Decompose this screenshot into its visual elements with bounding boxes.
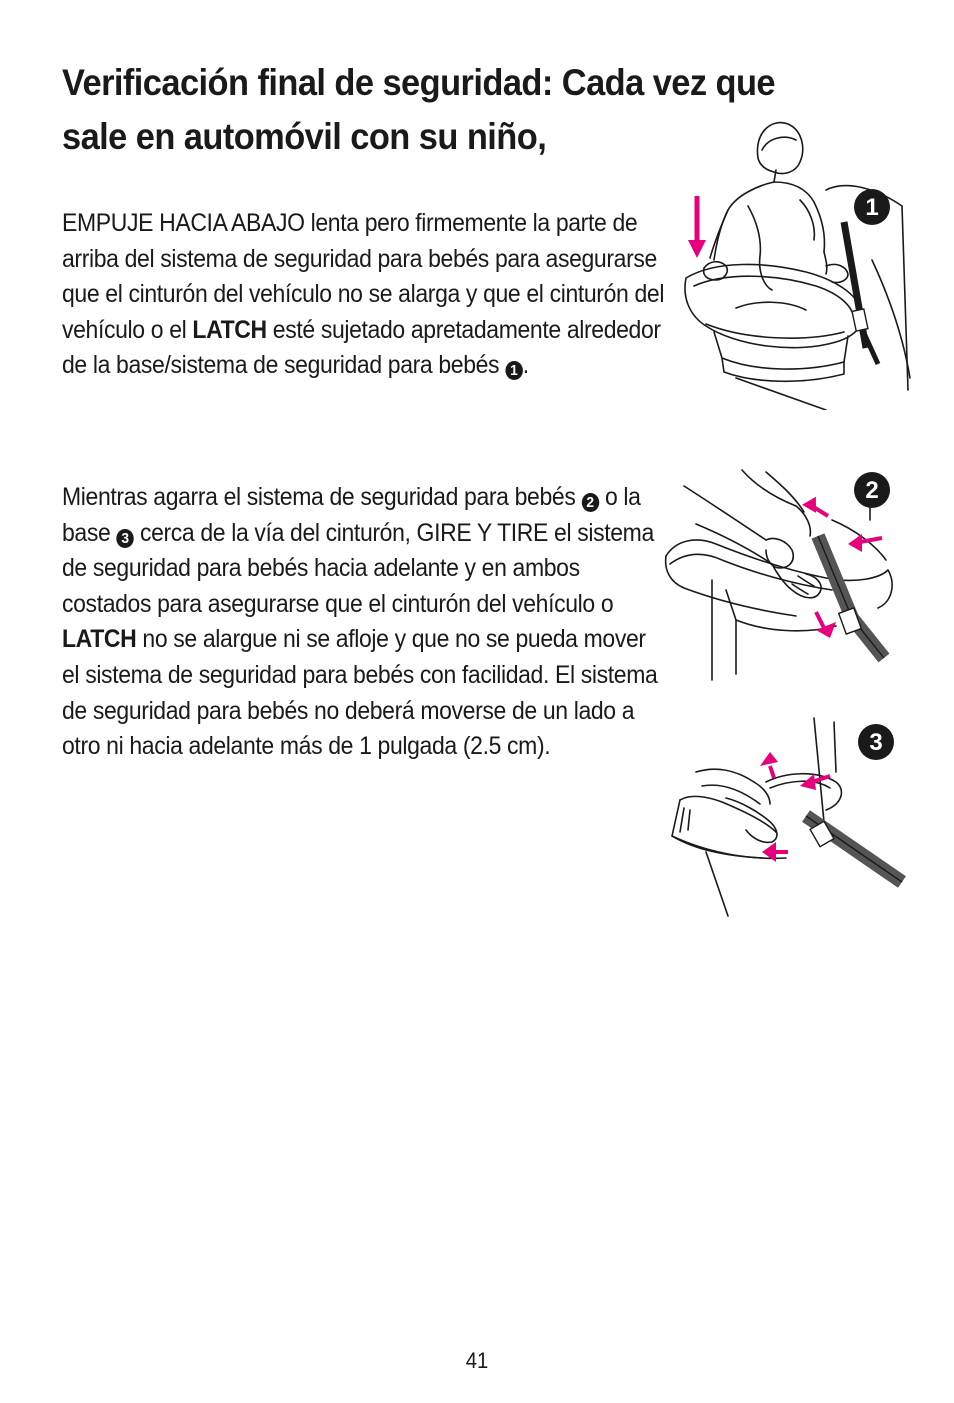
pull-down-arrow-icon xyxy=(816,612,836,638)
figure-ref-2: 2 xyxy=(581,493,598,512)
hands-twisting-infant-seat-illustration xyxy=(656,460,916,690)
text-segment: Mientras agarra el sistema de seguridad para bebés xyxy=(62,483,582,511)
text-segment: no se alargue ni se afloje y que no se pueda mover el sistema de seguridad para bebés con facilidad. El sistema de seguridad para bebés no deberá moverse de un lado a otro ni hacia adelante más de 1 pulgada (2.5 cm). xyxy=(62,625,658,761)
latch-term: LATCH xyxy=(192,315,267,344)
figure-number-1-badge xyxy=(854,189,890,225)
twist-up-arrow-icon xyxy=(802,497,828,517)
instruction-paragraph-2 xyxy=(62,480,665,765)
figure-number-3: 3 xyxy=(869,729,883,756)
figure-number-2-badge xyxy=(854,472,890,508)
lift-up-arrow-icon xyxy=(760,752,778,778)
figure-ref-3: 3 xyxy=(116,529,133,548)
text-segment: esté sujetado apretadamente alrededor de la base/sistema de seguridad para bebés xyxy=(62,315,661,380)
figure-number-2: 2 xyxy=(865,477,879,504)
figure-ref-1: 1 xyxy=(505,361,522,380)
text-segment: cerca de la vía del cinturón, GIRE Y TIRE el sistema de seguridad para bebés hacia adelante y en ambos costados para asegurarse que el cinturón del vehículo o xyxy=(62,518,654,618)
push-down-arrow-icon xyxy=(688,196,706,258)
text-segment: . xyxy=(522,351,529,380)
hands-pulling-base-illustration xyxy=(666,712,916,922)
figure-number-3-badge xyxy=(858,724,894,760)
page-number: 41 xyxy=(465,1348,489,1373)
woman-pushing-infant-seat-illustration xyxy=(676,110,916,410)
text-segment: o la base xyxy=(62,483,641,547)
text-segment: EMPUJE HACIA ABAJO lenta pero firmemente la parte de arriba del sistema de seguridad para bebés para asegurarse que el cinturón del vehículo no se alarga y que el cinturón del vehículo o el xyxy=(62,209,665,344)
latch-term: LATCH xyxy=(62,625,137,654)
page-title: Verificación final de seguridad: Cada vez que sale en automóvil con su niño, xyxy=(62,62,776,157)
figure-number-1: 1 xyxy=(865,194,879,221)
instruction-paragraph-1 xyxy=(62,206,683,384)
